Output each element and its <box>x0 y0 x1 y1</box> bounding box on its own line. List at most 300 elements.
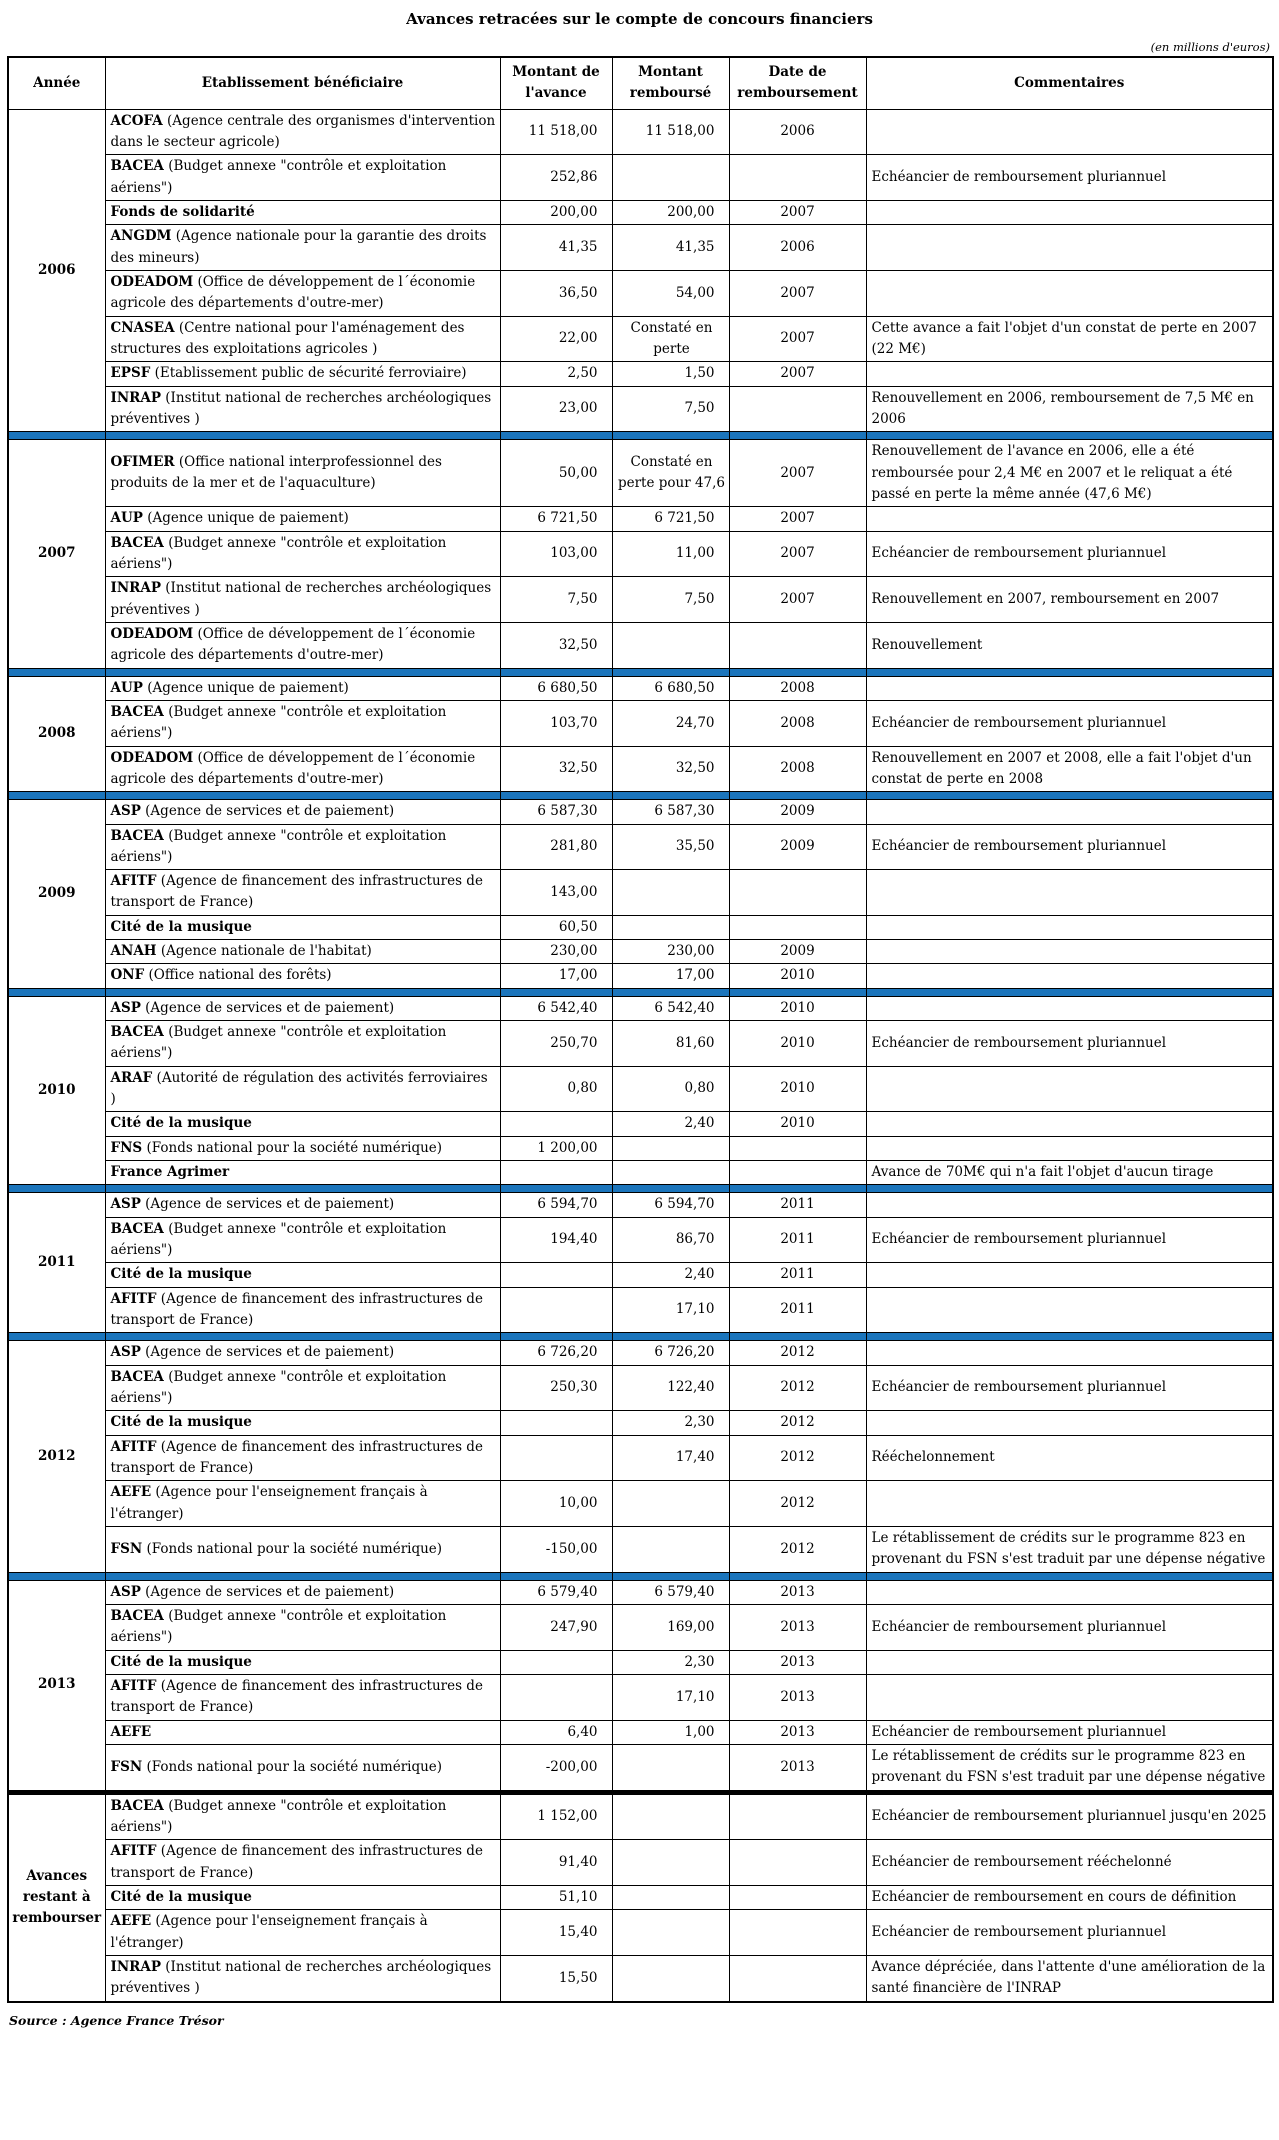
reimbursement-date-cell: 2007 <box>729 531 866 577</box>
beneficiary-cell: FSN (Fonds national pour la société numérique) <box>105 1527 500 1573</box>
reimbursement-date-cell <box>729 1910 866 1956</box>
advance-amount-cell: 6 542,40 <box>500 996 612 1020</box>
beneficiary-acronym: ONF <box>110 967 145 984</box>
table-row <box>8 870 1273 916</box>
separator-cell <box>612 988 729 996</box>
comment-cell <box>866 1287 1273 1333</box>
reimbursement-date-cell <box>729 1840 866 1886</box>
table-row <box>8 440 1273 507</box>
reimbursement-date-cell: 2010 <box>729 1021 866 1067</box>
header-etablissement: Etablissement bénéficiaire <box>105 57 500 109</box>
group-separator <box>8 1333 1273 1341</box>
reimbursement-date-cell: 2012 <box>729 1527 866 1573</box>
comment-cell <box>866 1341 1273 1365</box>
advance-amount-cell: 17,00 <box>500 964 612 988</box>
beneficiary-acronym: Cité de la musique <box>110 1888 252 1905</box>
beneficiary-acronym: Cité de la musique <box>110 1115 252 1132</box>
reimbursement-date-cell <box>729 1955 866 2001</box>
separator-cell <box>500 432 612 440</box>
table-row <box>8 1217 1273 1263</box>
advance-amount-cell <box>500 1650 612 1674</box>
beneficiary-acronym: Fonds de solidarité <box>110 203 255 220</box>
separator-cell <box>105 1572 500 1580</box>
reimbursement-date-cell: 2008 <box>729 676 866 700</box>
comment-cell: Avance de 70M€ qui n'a fait l'objet d'aucun tirage <box>866 1161 1273 1185</box>
separator-cell <box>8 792 105 800</box>
comment-cell: Echéancier de remboursement pluriannuel <box>866 700 1273 746</box>
reimbursement-date-cell: 2007 <box>729 577 866 623</box>
comment-cell: Renouvellement en 2006, remboursement de 7,5 M€ en 2006 <box>866 386 1273 432</box>
reimbursed-amount-cell: 11 518,00 <box>612 109 729 155</box>
table-row <box>8 507 1273 531</box>
reimbursement-date-cell <box>729 915 866 939</box>
comment-cell: Echéancier de remboursement pluriannuel <box>866 1910 1273 1956</box>
reimbursed-amount-cell <box>612 1161 729 1185</box>
table-row <box>8 1605 1273 1651</box>
advance-amount-cell: -150,00 <box>500 1527 612 1573</box>
reimbursed-amount-cell: 17,10 <box>612 1674 729 1720</box>
comment-cell <box>866 1650 1273 1674</box>
comment-cell: Cette avance a fait l'objet d'un constat de perte en 2007 (22 M€) <box>866 316 1273 362</box>
beneficiary-acronym: BACEA <box>110 1608 164 1624</box>
advance-amount-cell: 60,50 <box>500 915 612 939</box>
table-row <box>8 700 1273 746</box>
comment-cell: Renouvellement <box>866 622 1273 668</box>
beneficiary-acronym: Cité de la musique <box>110 1414 252 1431</box>
table-row <box>8 531 1273 577</box>
table-row <box>8 1840 1273 1886</box>
reimbursement-date-cell: 2011 <box>729 1193 866 1217</box>
reimbursement-date-cell: 2011 <box>729 1287 866 1333</box>
beneficiary-cell: BACEA (Budget annexe "contrôle et exploitation aériens") <box>105 824 500 870</box>
beneficiary-cell <box>105 200 500 224</box>
comment-cell: Echéancier de remboursement en cours de définition <box>866 1885 1273 1909</box>
separator-cell <box>105 1185 500 1193</box>
group-separator <box>8 432 1273 440</box>
group-separator <box>8 1572 1273 1580</box>
table-row <box>8 200 1273 224</box>
reimbursement-date-cell: 2013 <box>729 1580 866 1604</box>
reimbursement-date-cell: 2013 <box>729 1744 866 1790</box>
separator-cell <box>729 792 866 800</box>
group-separator <box>8 668 1273 676</box>
year-cell: Avances restant à rembourser <box>8 1794 105 2001</box>
advance-amount-cell <box>500 1161 612 1185</box>
beneficiary-acronym: BACEA <box>110 827 164 844</box>
reimbursement-date-cell <box>729 1161 866 1185</box>
table-row <box>8 362 1273 386</box>
separator-cell <box>866 668 1273 676</box>
separator-cell <box>612 432 729 440</box>
year-cell: 2008 <box>8 676 105 792</box>
reimbursement-date-cell: 2009 <box>729 800 866 824</box>
separator-cell <box>500 988 612 996</box>
comment-cell: Le rétablissement de crédits sur le programme 823 en provenant du FSN s'est traduit par une dépense négative <box>866 1744 1273 1790</box>
beneficiary-cell <box>105 1411 500 1435</box>
beneficiary-acronym: BACEA <box>110 1368 164 1385</box>
advance-amount-cell: -200,00 <box>500 1744 612 1790</box>
beneficiary-acronym: Cité de la musique <box>110 918 252 935</box>
separator-cell <box>612 792 729 800</box>
separator-cell <box>8 432 105 440</box>
comment-cell <box>866 362 1273 386</box>
separator-cell <box>105 668 500 676</box>
beneficiary-cell <box>105 1263 500 1287</box>
beneficiary-cell: AFITF (Agence de financement des infrastructures de transport de France) <box>105 1840 500 1886</box>
reimbursement-date-cell <box>729 870 866 916</box>
reimbursement-date-cell <box>729 1885 866 1909</box>
beneficiary-cell: BACEA (Budget annexe "contrôle et exploitation aériens") <box>105 531 500 577</box>
comment-cell <box>866 507 1273 531</box>
beneficiary-cell: ODEADOM (Office de développement de l´économie agricole des départements d'outre-mer) <box>105 622 500 668</box>
comment-cell: Echéancier de remboursement pluriannuel <box>866 531 1273 577</box>
beneficiary-cell: BACEA (Budget annexe "contrôle et exploitation aériens") <box>105 1021 500 1067</box>
reimbursement-date-cell: 2013 <box>729 1720 866 1744</box>
table-row <box>8 1650 1273 1674</box>
reimbursement-date-cell: 2007 <box>729 200 866 224</box>
reimbursement-date-cell: 2011 <box>729 1263 866 1287</box>
advance-amount-cell: 230,00 <box>500 940 612 964</box>
advance-amount-cell: 2,50 <box>500 362 612 386</box>
beneficiary-acronym: ODEADOM <box>110 625 194 642</box>
beneficiary-cell: CNASEA (Centre national pour l'aménagement des structures des exploitations agricoles ) <box>105 316 500 362</box>
beneficiary-cell: INRAP (Institut national de recherches archéologiques préventives ) <box>105 1955 500 2001</box>
table-row <box>8 1066 1273 1112</box>
comment-cell <box>866 1066 1273 1112</box>
table-row <box>8 1287 1273 1333</box>
beneficiary-cell: BACEA (Budget annexe "contrôle et exploitation aériens") <box>105 1365 500 1411</box>
comment-cell <box>866 1136 1273 1160</box>
beneficiary-acronym: ASP <box>110 1344 141 1361</box>
separator-cell <box>8 1185 105 1193</box>
beneficiary-cell: ODEADOM (Office de développement de l´économie agricole des départements d'outre-mer) <box>105 746 500 792</box>
reimbursed-amount-cell: 32,50 <box>612 746 729 792</box>
reimbursed-amount-cell: 6 721,50 <box>612 507 729 531</box>
table-row <box>8 109 1273 155</box>
reimbursement-date-cell: 2007 <box>729 316 866 362</box>
beneficiary-acronym: INRAP <box>110 1958 161 1975</box>
table-row <box>8 270 1273 316</box>
table-row <box>8 964 1273 988</box>
comment-cell: Echéancier de remboursement pluriannuel <box>866 1605 1273 1651</box>
comment-cell: Le rétablissement de crédits sur le programme 823 en provenant du FSN s'est traduit par une dépense négative <box>866 1527 1273 1573</box>
separator-cell <box>612 1333 729 1341</box>
advance-amount-cell: 15,50 <box>500 1955 612 2001</box>
reimbursed-amount-cell: 54,00 <box>612 270 729 316</box>
separator-cell <box>729 1185 866 1193</box>
beneficiary-acronym: BACEA <box>110 158 164 175</box>
beneficiary-cell: AFITF (Agence de financement des infrastructures de transport de France) <box>105 1287 500 1333</box>
reimbursed-amount-cell: 24,70 <box>612 700 729 746</box>
advance-amount-cell <box>500 1263 612 1287</box>
reimbursed-amount-cell <box>612 1744 729 1790</box>
advance-amount-cell: 6 726,20 <box>500 1341 612 1365</box>
advance-amount-cell: 50,00 <box>500 440 612 507</box>
beneficiary-cell: AFITF (Agence de financement des infrastructures de transport de France) <box>105 870 500 916</box>
beneficiary-acronym: ODEADOM <box>110 273 194 290</box>
advance-amount-cell: 247,90 <box>500 1605 612 1651</box>
reimbursement-date-cell: 2006 <box>729 109 866 155</box>
comment-cell: Echéancier de remboursement rééchelonné <box>866 1840 1273 1886</box>
separator-cell <box>866 988 1273 996</box>
reimbursed-amount-cell: 81,60 <box>612 1021 729 1067</box>
comment-cell <box>866 676 1273 700</box>
reimbursement-date-cell: 2008 <box>729 700 866 746</box>
table-row <box>8 577 1273 623</box>
reimbursement-date-cell: 2007 <box>729 440 866 507</box>
separator-cell <box>105 432 500 440</box>
header-annee: Année <box>8 57 105 109</box>
reimbursed-amount-cell: 11,00 <box>612 531 729 577</box>
reimbursed-amount-cell: 2,40 <box>612 1112 729 1136</box>
table-row <box>8 1112 1273 1136</box>
beneficiary-acronym: Cité de la musique <box>110 1653 252 1670</box>
year-cell: 2013 <box>8 1580 105 1790</box>
reimbursed-amount-cell: 86,70 <box>612 1217 729 1263</box>
reimbursed-amount-cell: 1,00 <box>612 1720 729 1744</box>
beneficiary-cell <box>105 1720 500 1744</box>
comment-cell: Avance dépréciée, dans l'attente d'une amélioration de la santé financière de l'INRAP <box>866 1955 1273 2001</box>
separator-cell <box>866 1572 1273 1580</box>
advance-amount-cell: 32,50 <box>500 746 612 792</box>
reimbursement-date-cell: 2012 <box>729 1435 866 1481</box>
advance-amount-cell: 22,00 <box>500 316 612 362</box>
beneficiary-acronym: Cité de la musique <box>110 1266 252 1283</box>
reimbursement-date-cell: 2009 <box>729 940 866 964</box>
beneficiary-cell: INRAP (Institut national de recherches archéologiques préventives ) <box>105 386 500 432</box>
table-row <box>8 1580 1273 1604</box>
separator-cell <box>612 668 729 676</box>
reimbursed-amount-cell <box>612 1840 729 1886</box>
comment-cell <box>866 996 1273 1020</box>
beneficiary-acronym: AFITF <box>110 1843 157 1860</box>
year-cell: 2012 <box>8 1341 105 1572</box>
reimbursed-amount-cell <box>612 1910 729 1956</box>
table-row <box>8 1161 1273 1185</box>
reimbursed-amount-cell: Constaté en perte <box>612 316 729 362</box>
advance-amount-cell: 6 721,50 <box>500 507 612 531</box>
beneficiary-acronym: ODEADOM <box>110 749 194 766</box>
comment-cell <box>866 200 1273 224</box>
separator-cell <box>866 432 1273 440</box>
separator-cell <box>105 988 500 996</box>
header-montant-rembourse: Montant remboursé <box>612 57 729 109</box>
separator-cell <box>8 1572 105 1580</box>
advance-amount-cell: 10,00 <box>500 1481 612 1527</box>
reimbursed-amount-cell: 7,50 <box>612 577 729 623</box>
table-row <box>8 1435 1273 1481</box>
comment-cell <box>866 225 1273 271</box>
advance-amount-cell: 23,00 <box>500 386 612 432</box>
beneficiary-acronym: BACEA <box>110 703 164 720</box>
separator-cell <box>866 1333 1273 1341</box>
separator-cell <box>866 792 1273 800</box>
comment-cell: Echéancier de remboursement pluriannuel <box>866 1720 1273 1744</box>
reimbursement-date-cell: 2012 <box>729 1411 866 1435</box>
reimbursement-date-cell: 2010 <box>729 1112 866 1136</box>
reimbursement-date-cell: 2012 <box>729 1341 866 1365</box>
table-row <box>8 1720 1273 1744</box>
comment-cell <box>866 964 1273 988</box>
table-row <box>8 1193 1273 1217</box>
reimbursed-amount-cell <box>612 622 729 668</box>
table-row <box>8 915 1273 939</box>
separator-cell <box>500 792 612 800</box>
year-cell: 2009 <box>8 800 105 989</box>
beneficiary-acronym: ANAH <box>110 943 157 960</box>
reimbursed-amount-cell <box>612 1136 729 1160</box>
reimbursed-amount-cell: Constaté en perte pour 47,6 <box>612 440 729 507</box>
beneficiary-acronym: EPSF <box>110 365 151 382</box>
table-row <box>8 824 1273 870</box>
table-row <box>8 1481 1273 1527</box>
advance-amount-cell: 51,10 <box>500 1885 612 1909</box>
comment-cell <box>866 1193 1273 1217</box>
table-row <box>8 1744 1273 1790</box>
advance-amount-cell: 6 680,50 <box>500 676 612 700</box>
table-row <box>8 1955 1273 2001</box>
beneficiary-cell: ASP (Agence de services et de paiement) <box>105 1341 500 1365</box>
beneficiary-acronym: AEFE <box>110 1484 152 1501</box>
comment-cell: Renouvellement en 2007 et 2008, elle a fait l'objet d'un constat de perte en 2008 <box>866 746 1273 792</box>
beneficiary-cell: ASP (Agence de services et de paiement) <box>105 996 500 1020</box>
page-title: Avances retracées sur le compte de concours financiers <box>406 10 873 28</box>
reimbursed-amount-cell: 200,00 <box>612 200 729 224</box>
reimbursement-date-cell <box>729 386 866 432</box>
reimbursement-date-cell: 2009 <box>729 824 866 870</box>
reimbursed-amount-cell: 17,00 <box>612 964 729 988</box>
reimbursement-date-cell: 2010 <box>729 996 866 1020</box>
beneficiary-acronym: ASP <box>110 803 141 820</box>
beneficiary-cell: EPSF (Etablissement public de sécurité ferroviaire) <box>105 362 500 386</box>
beneficiary-acronym: ASP <box>110 999 141 1016</box>
beneficiary-cell: AEFE (Agence pour l'enseignement français à l'étranger) <box>105 1910 500 1956</box>
separator-cell <box>612 1572 729 1580</box>
beneficiary-cell: FNS (Fonds national pour la société numérique) <box>105 1136 500 1160</box>
advance-amount-cell: 200,00 <box>500 200 612 224</box>
beneficiary-acronym: AUP <box>110 679 143 696</box>
reimbursement-date-cell <box>729 155 866 201</box>
reimbursement-date-cell: 2008 <box>729 746 866 792</box>
table-row <box>8 622 1273 668</box>
beneficiary-cell: BACEA (Budget annexe "contrôle et exploitation aériens") <box>105 1217 500 1263</box>
separator-cell <box>500 1572 612 1580</box>
advance-amount-cell: 1 152,00 <box>500 1794 612 1840</box>
reimbursed-amount-cell: 17,10 <box>612 1287 729 1333</box>
reimbursed-amount-cell: 6 542,40 <box>612 996 729 1020</box>
comment-cell <box>866 940 1273 964</box>
reimbursed-amount-cell: 6 726,20 <box>612 1341 729 1365</box>
reimbursed-amount-cell: 7,50 <box>612 386 729 432</box>
advance-amount-cell: 91,40 <box>500 1840 612 1886</box>
beneficiary-cell: BACEA (Budget annexe "contrôle et exploitation aériens") <box>105 1794 500 1840</box>
reimbursement-date-cell: 2010 <box>729 1066 866 1112</box>
reimbursed-amount-cell: 35,50 <box>612 824 729 870</box>
comment-cell <box>866 1481 1273 1527</box>
beneficiary-acronym: AUP <box>110 510 143 527</box>
reimbursement-date-cell: 2010 <box>729 964 866 988</box>
comment-cell <box>866 800 1273 824</box>
beneficiary-cell: ASP (Agence de services et de paiement) <box>105 1580 500 1604</box>
beneficiary-cell <box>105 1161 500 1185</box>
beneficiary-cell: INRAP (Institut national de recherches archéologiques préventives ) <box>105 577 500 623</box>
reimbursement-date-cell: 2013 <box>729 1674 866 1720</box>
advance-amount-cell: 6 579,40 <box>500 1580 612 1604</box>
reimbursement-date-cell: 2006 <box>729 225 866 271</box>
table-row <box>8 1341 1273 1365</box>
reimbursed-amount-cell: 122,40 <box>612 1365 729 1411</box>
group-separator <box>8 1185 1273 1193</box>
table-row <box>8 225 1273 271</box>
table-row <box>8 996 1273 1020</box>
beneficiary-cell: ANAH (Agence nationale de l'habitat) <box>105 940 500 964</box>
beneficiary-cell <box>105 915 500 939</box>
beneficiary-acronym: AFITF <box>110 1438 157 1455</box>
beneficiary-acronym: ARAF <box>110 1069 153 1086</box>
table-row <box>8 1411 1273 1435</box>
separator-cell <box>105 1333 500 1341</box>
beneficiary-cell: AFITF (Agence de financement des infrastructures de transport de France) <box>105 1674 500 1720</box>
beneficiary-cell: ONF (Office national des forêts) <box>105 964 500 988</box>
beneficiary-acronym: INRAP <box>110 580 161 597</box>
beneficiary-cell: ASP (Agence de services et de paiement) <box>105 1193 500 1217</box>
advance-amount-cell: 6 587,30 <box>500 800 612 824</box>
comment-cell <box>866 1674 1273 1720</box>
reimbursement-date-cell: 2013 <box>729 1605 866 1651</box>
beneficiary-acronym: ANGDM <box>110 228 172 245</box>
beneficiary-cell: BACEA (Budget annexe "contrôle et exploitation aériens") <box>105 1605 500 1651</box>
beneficiary-cell <box>105 1885 500 1909</box>
separator-cell <box>729 1572 866 1580</box>
source-note: Source : Agence France Trésor <box>9 2012 224 2028</box>
unit-note: (en millions d'euros) <box>1150 40 1270 54</box>
beneficiary-acronym: ASP <box>110 1583 141 1600</box>
comment-cell <box>866 915 1273 939</box>
year-cell: 2007 <box>8 440 105 668</box>
advance-amount-cell: 1 200,00 <box>500 1136 612 1160</box>
reimbursement-date-cell: 2012 <box>729 1481 866 1527</box>
avances-table <box>7 56 1274 2003</box>
comment-cell <box>866 109 1273 155</box>
advance-amount-cell <box>500 1287 612 1333</box>
reimbursed-amount-cell <box>612 155 729 201</box>
separator-cell <box>612 1185 729 1193</box>
comment-cell <box>866 1263 1273 1287</box>
reimbursed-amount-cell <box>612 1955 729 2001</box>
table-row <box>8 746 1273 792</box>
beneficiary-cell: BACEA (Budget annexe "contrôle et exploitation aériens") <box>105 155 500 201</box>
reimbursement-date-cell: 2007 <box>729 362 866 386</box>
advance-amount-cell: 194,40 <box>500 1217 612 1263</box>
beneficiary-cell: AUP (Agence unique de paiement) <box>105 676 500 700</box>
year-cell: 2006 <box>8 109 105 432</box>
comment-cell <box>866 270 1273 316</box>
table-row <box>8 940 1273 964</box>
beneficiary-acronym: BACEA <box>110 1024 164 1041</box>
reimbursement-date-cell: 2012 <box>729 1365 866 1411</box>
advance-amount-cell: 252,86 <box>500 155 612 201</box>
table-row <box>8 316 1273 362</box>
comment-cell: Rééchelonnement <box>866 1435 1273 1481</box>
reimbursed-amount-cell: 0,80 <box>612 1066 729 1112</box>
advance-amount-cell: 143,00 <box>500 870 612 916</box>
advance-amount-cell: 6 594,70 <box>500 1193 612 1217</box>
beneficiary-cell: ANGDM (Agence nationale pour la garantie des droits des mineurs) <box>105 225 500 271</box>
comment-cell: Echéancier de remboursement pluriannuel <box>866 1021 1273 1067</box>
beneficiary-cell: ARAF (Autorité de régulation des activités ferroviaires ) <box>105 1066 500 1112</box>
table-row <box>8 1794 1273 1840</box>
advance-amount-cell: 250,70 <box>500 1021 612 1067</box>
